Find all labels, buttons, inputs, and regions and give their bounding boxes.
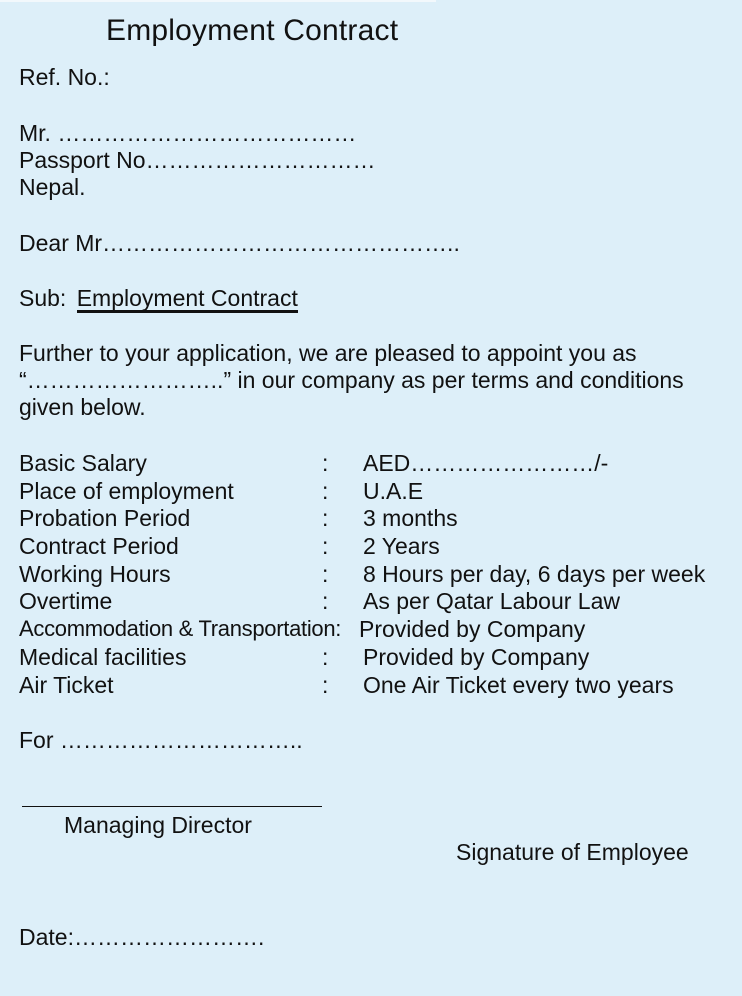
term-colon: : — [322, 671, 329, 698]
body-paragraph: Further to your application, we are pleased to appoint you as “……………………..” in our company as per terms and conditions given below. — [19, 340, 684, 420]
term-value: Provided by Company — [363, 643, 590, 670]
term-colon: : — [322, 477, 329, 504]
term-value: AED……………………/- — [363, 450, 609, 476]
top-divider — [0, 0, 436, 2]
term-label: Overtime — [19, 588, 113, 615]
for-company-line: For ………………………….. — [19, 727, 303, 753]
term-label: Place of employment — [19, 477, 234, 504]
recipient-country: Nepal. — [19, 174, 86, 200]
employee-signature-label: Signature of Employee — [456, 839, 689, 865]
term-row — [19, 561, 731, 589]
term-colon: : — [322, 643, 329, 670]
term-value: One Air Ticket every two years — [363, 671, 674, 698]
recipient-name-line: Mr. ………………………………… — [19, 120, 357, 146]
salutation: Dear Mr……………………………………….. — [19, 230, 460, 256]
date-line: Date:……………………. — [19, 924, 265, 950]
passport-number-line: Passport No………………………… — [19, 147, 376, 173]
ref-number: Ref. No.: — [19, 64, 110, 90]
term-row — [19, 505, 731, 533]
term-value: 2 Years — [363, 533, 440, 560]
term-label: Probation Period — [19, 505, 191, 532]
term-row — [19, 616, 731, 644]
document-title: Employment Contract — [106, 14, 399, 47]
subject-prefix: Sub: — [19, 285, 67, 311]
term-value: Provided by Company — [359, 616, 586, 643]
term-colon: : — [322, 450, 329, 476]
subject-line — [19, 284, 298, 313]
term-value: 3 months — [363, 505, 458, 532]
director-signature-line — [22, 806, 322, 807]
term-label: Medical facilities — [19, 643, 187, 670]
term-row — [19, 450, 731, 478]
term-value: U.A.E — [363, 477, 424, 504]
term-row — [19, 478, 731, 506]
term-label: Contract Period — [19, 533, 179, 560]
term-row — [19, 672, 731, 700]
terms-list — [19, 450, 731, 699]
term-colon: : — [322, 560, 329, 587]
term-row — [19, 533, 731, 561]
term-value: 8 Hours per day, 6 days per week — [363, 560, 706, 587]
term-label: Air Ticket — [19, 671, 114, 698]
term-colon: : — [322, 533, 329, 560]
term-row — [19, 588, 731, 616]
term-row — [19, 644, 731, 672]
managing-director-label: Managing Director — [64, 812, 252, 838]
term-value: As per Qatar Labour Law — [363, 588, 620, 615]
term-colon: : — [322, 505, 329, 532]
term-colon: : — [322, 588, 329, 615]
term-label: Basic Salary — [19, 450, 147, 476]
term-label: Working Hours — [19, 560, 171, 587]
subject-text: Employment Contract — [76, 285, 298, 311]
term-label: Accommodation & Transportation: — [19, 616, 342, 642]
